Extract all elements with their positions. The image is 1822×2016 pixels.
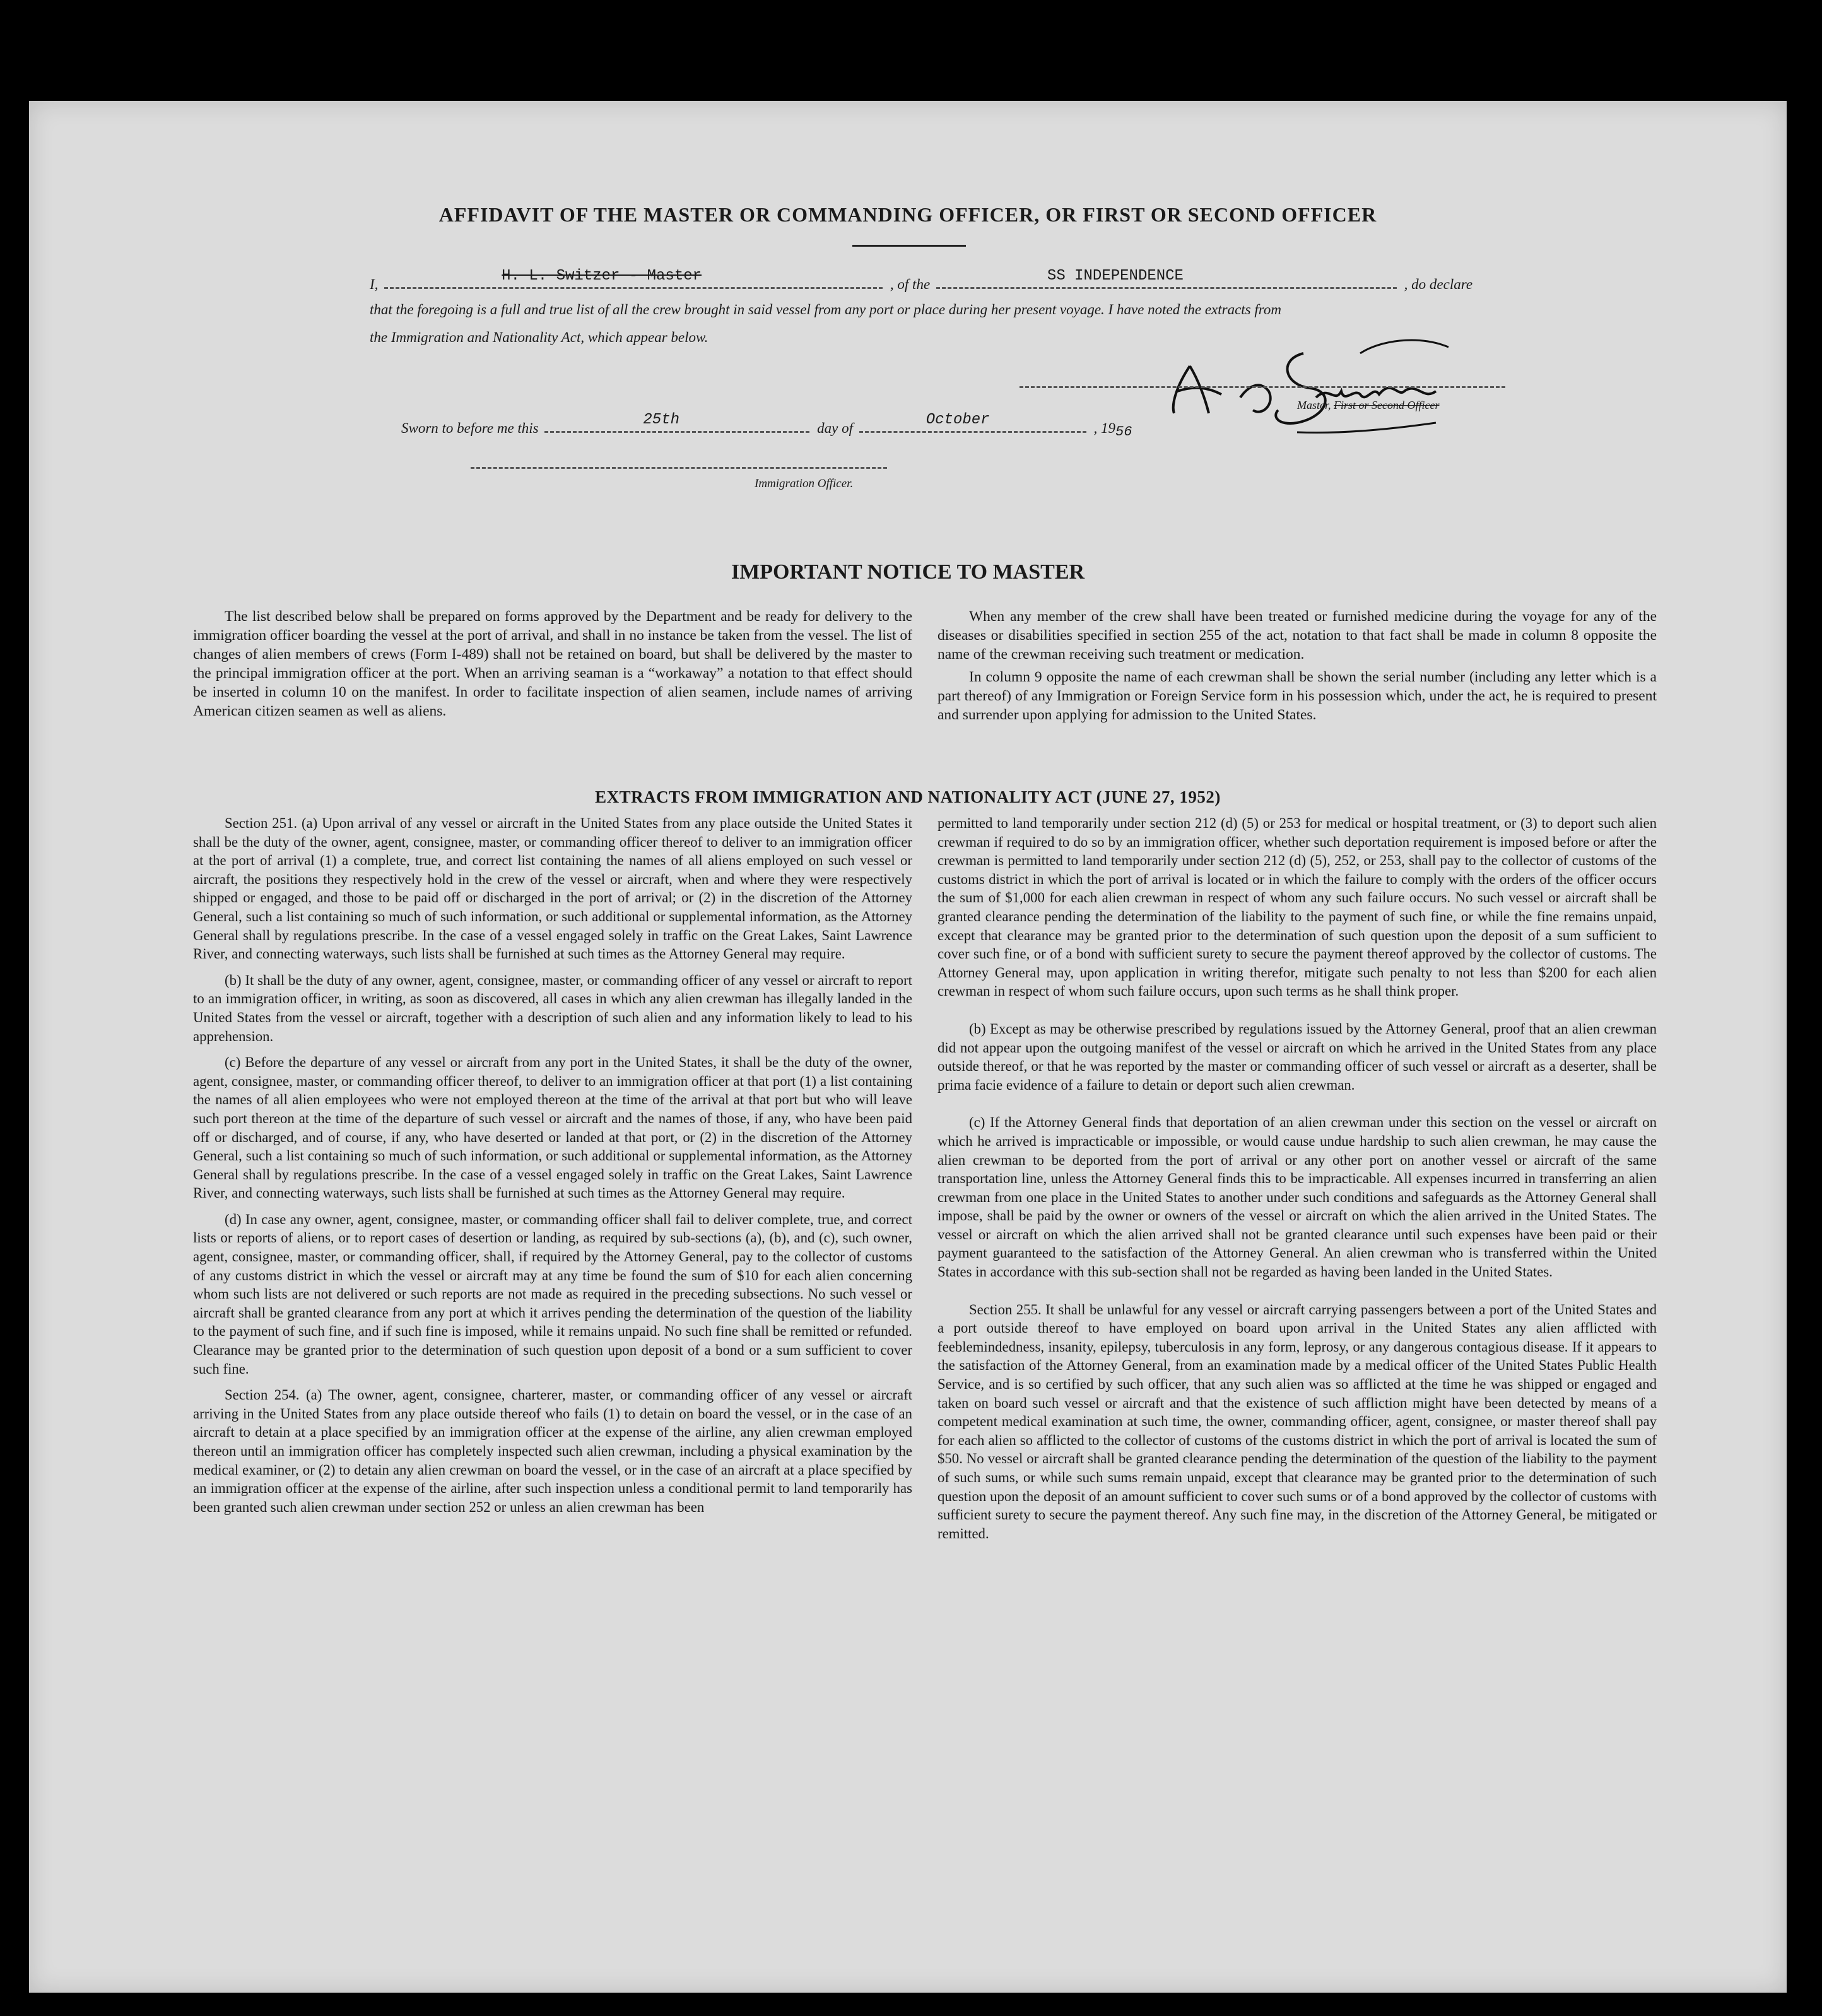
vessel-name-value: SS INDEPENDENCE [1047,268,1184,285]
master-name-value: H. L. Switzer - Master [502,268,702,285]
sworn-month-value: October [926,411,990,428]
section-251-c: (c) Before the departure of any vessel or aircraft from any port in the United States, it shall be the duty of the owner, agent, consignee, master, or commanding officer thereof, to deliver to an immigration officer at that port (1) a list containing the names of all alien employees who were not employed thereon at the time of the arrival at that port but who will leave such port thereon at the time of the departure of such vessel or aircraft and the names of those, if any, who have been paid off or discharged, and of course, if any, who have deserted or landed at that port, or (2) in the discretion of the Attorney General, such a list containing so much of such information, or such additional or supplemental information, as the Attorney General shall by regulations prescribe. In the case of a vessel engaged solely in traffic on the Great Lakes, Saint Lawrence River, and connecting waterways, such lists shall be furnished at such times as the Attorney General may require. [193,1054,912,1201]
sworn-month-dots [859,430,1086,433]
master-signature-icon [1152,328,1505,442]
vessel-name-field [934,268,1401,293]
of-the-label: , of the [890,276,931,292]
section-255: Section 255. It shall be unlawful for any vessel or aircraft carrying passengers between a port of the United States and a port outside thereof to have employed on board upon arrival in the United States any alien afflicted with feeblemindedness, insanity, epilepsy, tuberculosis in any form, leprosy, or any dangerous contagious disease. If it appears to the satisfaction of the Attorney General, from an examination made by a medical officer of the United States Public Health Service, and is so certified by such officer, that any such alien was so afflicted at the time he was shipped or engaged and taken on board such vessel or aircraft and that the existence of such affliction might have been detected by means of a competent medical examination at such time, the owner, commanding officer, agent, consignee, or master thereof shall pay for each alien so afflicted to the collector of customs of the customs district in which the port of arrival is located the sum of $50. No vessel or aircraft shall be granted clearance pending the determination of the question of the liability to the payment of such sums, or while such sums remain unpaid, except that clearance may be granted prior to the determination of such question upon the deposit of an amount sufficient to cover such sums or of a bond approved by the collector of customs with sufficient surety to secure the payment thereof. Any such fine may, in the discretion of the Attorney General, be mitigated or remitted. [937,1301,1657,1541]
section-254-a-continued: permitted to land temporarily under section 212 (d) (5) or 253 for medical or hospital treatment, or (3) to deport such alien crewman if required to do so by an immigration officer, whether such deportation requirement is imposed before or after the crewman is permitted to land temporarily under section 212 (d) (5), 252, or 253, shall pay to the collector of customs of the customs district in which the port of arrival is located or in which the failure to comply with the orders of the officer occurs the sum of $1,000 for each alien crewman in respect of whom any such failure occurs. No such vessel or aircraft shall be granted clearance pending the determination of the liability to the payment of such fine, or while the fine remains unpaid, except that clearance may be granted prior to the determination of such question upon the deposit of a sum sufficient to cover such fine, or of a bond with sufficient surety to secure the payment thereof approved by the collector of customs. The Attorney General may, upon application in writing therefor, mitigate such penalty to not less than $200 for each alien crewman in respect of whom such failure occurs, upon such terms as he shall think proper. [937,815,1657,999]
extracts-title: EXTRACTS FROM IMMIGRATION AND NATIONALITY ACT (JUNE 27, 1952) [595,787,1221,806]
notice-paragraph: In column 9 opposite the name of each crewman shall be shown the serial number (including any letter which is a part thereof) of any Immigration or Foreign Service form in his possession which, under the act, he is required to present and surrender upon applying for admission to the United States. [937,669,1657,723]
immigration-officer-line [471,467,887,469]
section-251-d: (d) In case any owner, agent, consignee, master, or commanding officer shall fail to deliver complete, true, and correct lists or reports of aliens, or to report cases of desertion or landing, as required by sub-sections (a), (b), and (c), such owner, agent, consignee, master, or commanding officer, shall, if required by the Attorney General, pay to the collector of customs of any customs district in which the vessel or aircraft may at any time be found the sum of $10 for each alien concerning whom such lists are not delivered or such reports are not made as required in the preceding subsections. No such vessel or aircraft shall be granted clearance from any port at which it arrives pending the determination of the question of the liability to the payment of such fine, and if such fine is imposed, while it remains unpaid. No such fine shall be remitted or refunded. Clearance may be granted prior to the determination of such question upon deposit of a bond or a sum sufficient to cover such fine. [193,1211,912,1377]
document-page [29,101,1787,1993]
signature-line [1020,386,1505,388]
do-declare-label: , do declare [1404,276,1473,292]
notice-left-column [193,607,912,729]
section-254-c: (c) If the Attorney General finds that deportation of an alien crewman under this section on the vessel or aircraft on which he arrived is impracticable or impossible, or would cause undue hardship to such alien crewman, he may cause the alien crewman to be deported from the port of arrival or any other port on another vessel or aircraft of the same transportation line, unless the Attorney General finds this to be impracticable. All expenses incurred in transferring an alien crewman from one place in the United States to another under such conditions and safeguards as the Attorney General shall impose, shall be paid by the owner or owners of the vessel or aircraft on which the alien arrived in the United States. The vessel or aircraft on which the alien arrived shall not be granted clearance until such expenses have been paid or their payment guaranteed to the satisfaction of the Attorney General. An alien crewman who is transferred within the United States in accordance with this sub-section shall not be regarded as having been landed in the United States. [937,1114,1657,1280]
declaration-text-1: that the foregoing is a full and true list of all the crew brought in said vessel from any port or place during her present voyage. I have noted the extracts from [370,302,1281,317]
vessel-name-dots [936,286,1397,289]
signature-role-label [1297,399,1439,412]
notice-right-column [937,607,1657,733]
affidavit-declaration-line [370,268,1518,293]
section-254-b: (b) Except as may be otherwise prescribed by regulations issued by the Attorney General, proof that an alien crewman did not appear upon the outgoing manifest of the vessel or aircraft on which he arrived in the United States from any place outside thereof, or that he was reported by the master or commanding officer of such vessel or aircraft as a deserter, shall be prima facie evidence of a failure to detain or deport such alien crewman. [937,1020,1657,1093]
notice-title: IMPORTANT NOTICE TO MASTER [731,560,1085,584]
notice-paragraph: When any member of the crew shall have been treated or furnished medicine during the voyage for any of the diseases or disabilities specified in section 255 of the act, notation to that fact shall be made in column 8 opposite the name of the crewman receiving such treatment or medication. [937,608,1657,663]
i-label: I, [370,276,379,292]
sworn-line [401,411,1132,440]
sworn-day-field [542,411,813,437]
section-251-a: Section 251. (a) Upon arrival of any vessel or aircraft in the United States from any place outside the United States it shall be the duty of the owner, agent, consignee, master, or commanding officer thereof to deliver to an immigration officer at the port of arrival (1) a complete, true, and correct list containing the names of all aliens employed on such vessel or aircraft, the positions they respectively hold in the crew of the vessel or aircraft, when and where they were respectively shipped or engaged, and those to be paid off or discharged in the port of arrival; or (2) in the discretion of the Attorney General, such a list containing so much of such information, or such additional or supplemental information, as the Attorney General shall by regulations prescribe. In the case of a vessel engaged solely in traffic on the Great Lakes, Saint Lawrence River, and connecting waterways, such lists shall be furnished at such times as the Attorney General may require. [193,815,912,962]
master-name-dots [384,286,883,289]
section-254-a: Section 254. (a) The owner, agent, consignee, charterer, master, or commanding officer of any vessel or aircraft arriving in the United States from any place outside thereof who fails (1) to detain on board the vessel, or in the case of an aircraft to detain at a place specified by an immigration officer at the expense of the airline, any alien crewman employed thereon until an immigration officer has completely inspected such alien crewman, including a physical examination by the medical examiner, or (2) to detain any alien crewman on board the vessel, or in the case of an aircraft at a place specified by an immigration officer at the expense of the airline, after such inspection unless a conditional permit to land temporarily has been granted such alien crewman under section 252 or unless an alien crewman has been [193,1387,912,1515]
sworn-day-dots [544,430,809,433]
section-251-b: (b) It shall be the duty of any owner, agent, consignee, master, or commanding officer of any vessel or aircraft to report to an immigration officer, in writing, as soon as discovered, all cases in which any alien crewman has illegally landed in the United States from the vessel or aircraft, together with a description of such alien and any information likely to lead to his apprehension. [193,972,912,1044]
master-name-field [382,268,886,293]
immigration-officer-label: Immigration Officer. [755,477,854,490]
master-role-label: Master, [1297,399,1334,411]
extracts-right-column [937,814,1657,1550]
sworn-day-value: 25th [643,411,679,428]
year-suffix-value: 56 [1115,424,1132,440]
declaration-text-2: the Immigration and Nationality Act, which appear below. [370,329,708,345]
sworn-month-field [857,411,1090,437]
notice-paragraph: The list described below shall be prepared on forms approved by the Department and be ready for delivery to the immigration officer boarding the vessel at the port of arrival, and shall in no instance be taken from the vessel. The list of changes of alien members of crews (Form I-489) shall not be retained on board, but shall be delivered by the master to the principal immigration officer at the port. When an arriving seaman is a “workaway” a notation to that effect should be inserted in column 10 on the manifest. In order to facilitate inspection of alien seamen, include names of arriving American citizen seamen as well as aliens. [193,608,912,719]
affidavit-title: AFFIDAVIT OF THE MASTER OR COMMANDING OFFICER, OR FIRST OR SECOND OFFICER [438,203,1377,226]
day-of-label: day of [817,420,853,436]
sworn-label: Sworn to before me this [401,420,539,436]
struck-officer-label: First or Second Officer [1334,399,1440,411]
title-rule [852,245,966,247]
year-prefix-label: , 19 [1093,420,1115,436]
extracts-left-column [193,814,912,1524]
